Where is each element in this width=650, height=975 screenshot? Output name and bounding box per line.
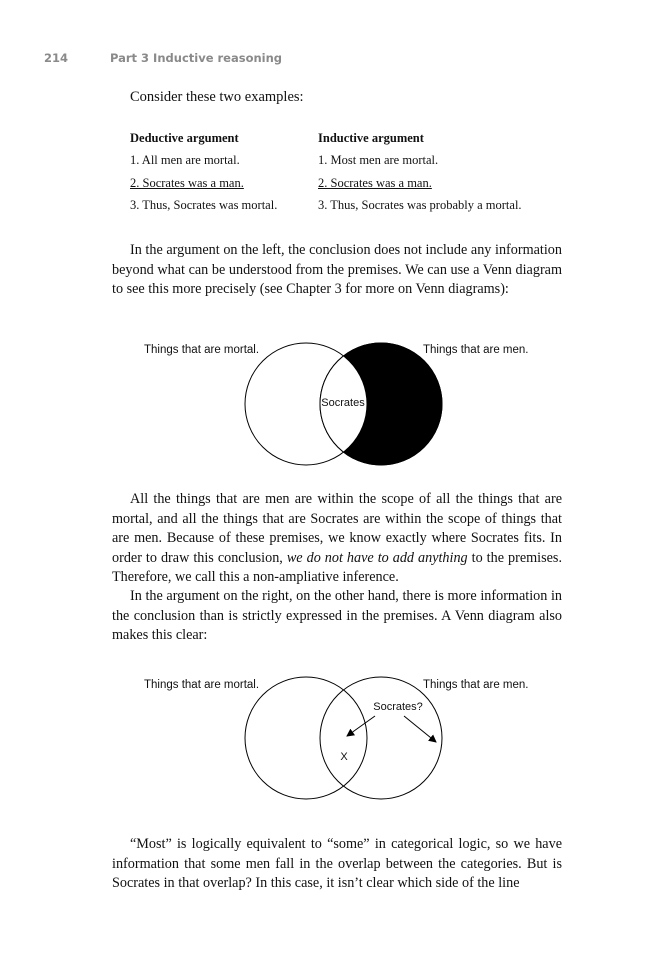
- arrow-to-men-only: [404, 716, 436, 742]
- deductive-argument-column: [130, 130, 277, 220]
- para2-text-end: to the premises. Therefore, we call this a non-ampliative inference.: [112, 549, 562, 585]
- inductive-argument-column: [318, 130, 522, 220]
- venn1-mortal-label: Things that are mortal.: [144, 344, 260, 356]
- paragraph-right-argument: In the argument on the right, on the other hand, there is more information in the conclusion than is strictly expressed in the premises. A Venn diagram also makes this clear:: [112, 588, 562, 643]
- para2-text-start: All the things that are men are within the scope of all the things that are mortal, and all the things that are Socrates are within the scope of things that are men. Because of these premises, we know exactly where Socrates fits. In order to draw this conclusion,: [112, 491, 562, 566]
- venn1-socrates-label: Socrates: [321, 397, 365, 409]
- deductive-premise-2: 2. Socrates was a man.: [130, 175, 244, 190]
- part-title: Part 3 Inductive reasoning: [110, 51, 283, 65]
- venn2-men-label: Things that are men.: [423, 679, 529, 691]
- para2-emphasis: we do not have to add anything: [286, 549, 468, 566]
- paragraph-left-argument: In the argument on the left, the conclusion does not include any information beyond what can be understood from the premises. We can use a Venn diagram to see this more precisely (see Chapter 3 for more on Venn diagrams):: [112, 242, 562, 297]
- men-circle: [320, 677, 442, 799]
- paragraph-most-some: “Most” is logically equivalent to “some” in categorical logic, so we have information that some men fall in the overlap between the categories. But is Socrates in that overlap? In this case, it isn’t clear which side of the line: [112, 836, 562, 891]
- inductive-premise-1: 1. Most men are mortal.: [318, 153, 439, 167]
- venn2-socrates-question: Socrates?: [373, 701, 423, 713]
- inductive-premise-2: 2. Socrates was a man.: [318, 175, 432, 190]
- page-number: 214: [44, 51, 69, 65]
- arrow-to-overlap: [347, 716, 375, 736]
- inductive-conclusion: 3. Thus, Socrates was probably a mortal.: [318, 198, 522, 212]
- venn1-men-label: Things that are men.: [423, 344, 529, 356]
- deductive-premise-1: 1. All men are mortal.: [130, 153, 240, 167]
- venn-diagram-deductive: [0, 330, 650, 480]
- deductive-heading: Deductive argument: [130, 131, 239, 145]
- deductive-conclusion: 3. Thus, Socrates was mortal.: [130, 198, 278, 212]
- venn2-mortal-label: Things that are mortal.: [144, 679, 260, 691]
- overlap-x-mark: X: [340, 751, 348, 763]
- inductive-heading: Inductive argument: [318, 131, 424, 145]
- venn-diagram-inductive: [0, 665, 650, 810]
- mortal-circle: [245, 677, 367, 799]
- paragraph-non-ampliative: [112, 490, 562, 588]
- intro-line: Consider these two examples:: [130, 89, 304, 105]
